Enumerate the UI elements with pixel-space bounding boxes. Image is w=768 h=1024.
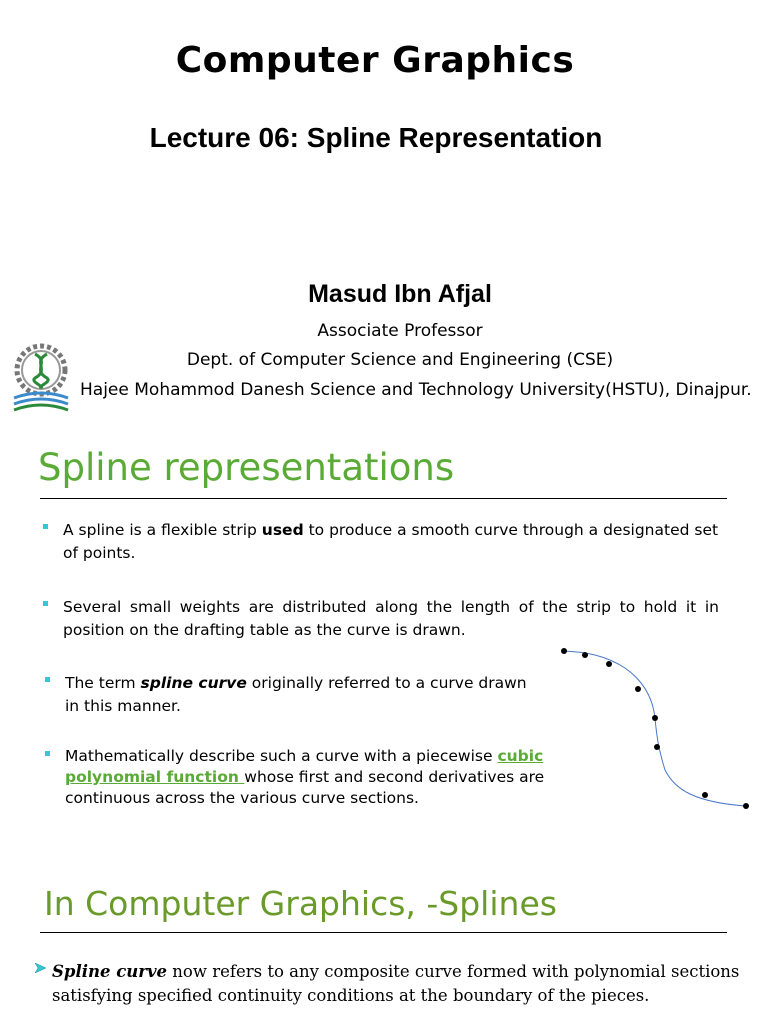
- heading-divider: [40, 498, 727, 499]
- control-point: [561, 648, 567, 654]
- author-department: Dept. of Computer Science and Engineering (CSE): [186, 350, 614, 370]
- section-heading-computer-graphics-splines: In Computer Graphics, -Splines: [44, 884, 557, 923]
- bullet-bold-text: used: [261, 521, 304, 539]
- spline-curve-line: [564, 651, 745, 806]
- heading-divider: [40, 932, 727, 933]
- bullet-marker: [45, 677, 50, 682]
- bullet-spline-definition: [63, 519, 723, 565]
- control-point: [635, 686, 641, 692]
- bullet-weights: Several small weights are distributed along the length of the strip to hold it in position on the drafting table as the curve is drawn.: [63, 598, 719, 639]
- bullet-marker: [45, 751, 50, 756]
- lecture-subtitle: Lecture 06: Spline Representation: [149, 122, 603, 153]
- section-heading-spline-representations: Spline representations: [38, 446, 455, 489]
- control-point: [606, 661, 612, 667]
- arrow-bullet-icon: [34, 961, 48, 975]
- control-point: [702, 792, 708, 798]
- control-point: [582, 652, 588, 658]
- control-point: [652, 715, 658, 721]
- university-logo-icon: [10, 340, 72, 418]
- bullet-text: now refers to any composite curve formed with polynomial sections satisfying specified continuity conditions at the boundary of the pieces.: [52, 962, 740, 1005]
- bullet-text: whose first and second derivatives are continuous across the various curve sections.: [65, 768, 545, 807]
- bullet-marker: [43, 524, 48, 529]
- bullet-spline-term: [65, 672, 535, 718]
- author-name: Masud Ibn Afjal: [308, 280, 492, 308]
- bullet-text: originally referred to a curve drawn in this manner.: [65, 674, 527, 715]
- bullet-spline-composite-curve: [52, 960, 752, 1008]
- bullet-emphasis-text: Spline curve: [52, 962, 168, 981]
- control-point: [654, 744, 660, 750]
- cubic-polynomial-link[interactable]: cubic polynomial function: [65, 747, 544, 786]
- slide-title: Computer Graphics: [175, 40, 575, 81]
- bullet-text: Mathematically describe such a curve with a piecewise: [65, 747, 498, 765]
- bullet-text: The term: [65, 674, 141, 692]
- author-university: Hajee Mohammod Danesh Science and Technology University(HSTU), Dinajpur.: [80, 380, 752, 400]
- author-position: Associate Professor: [317, 321, 483, 341]
- bullet-text: to produce a smooth curve through a designated set of points.: [63, 521, 719, 562]
- bullet-marker: [43, 601, 48, 606]
- bullet-text: A spline is a flexible strip: [63, 521, 262, 539]
- spline-curve-illustration: [555, 640, 760, 820]
- bullet-cubic-polynomial: [65, 746, 555, 809]
- bullet-emphasis-text: spline curve: [140, 674, 247, 692]
- control-point: [743, 803, 749, 809]
